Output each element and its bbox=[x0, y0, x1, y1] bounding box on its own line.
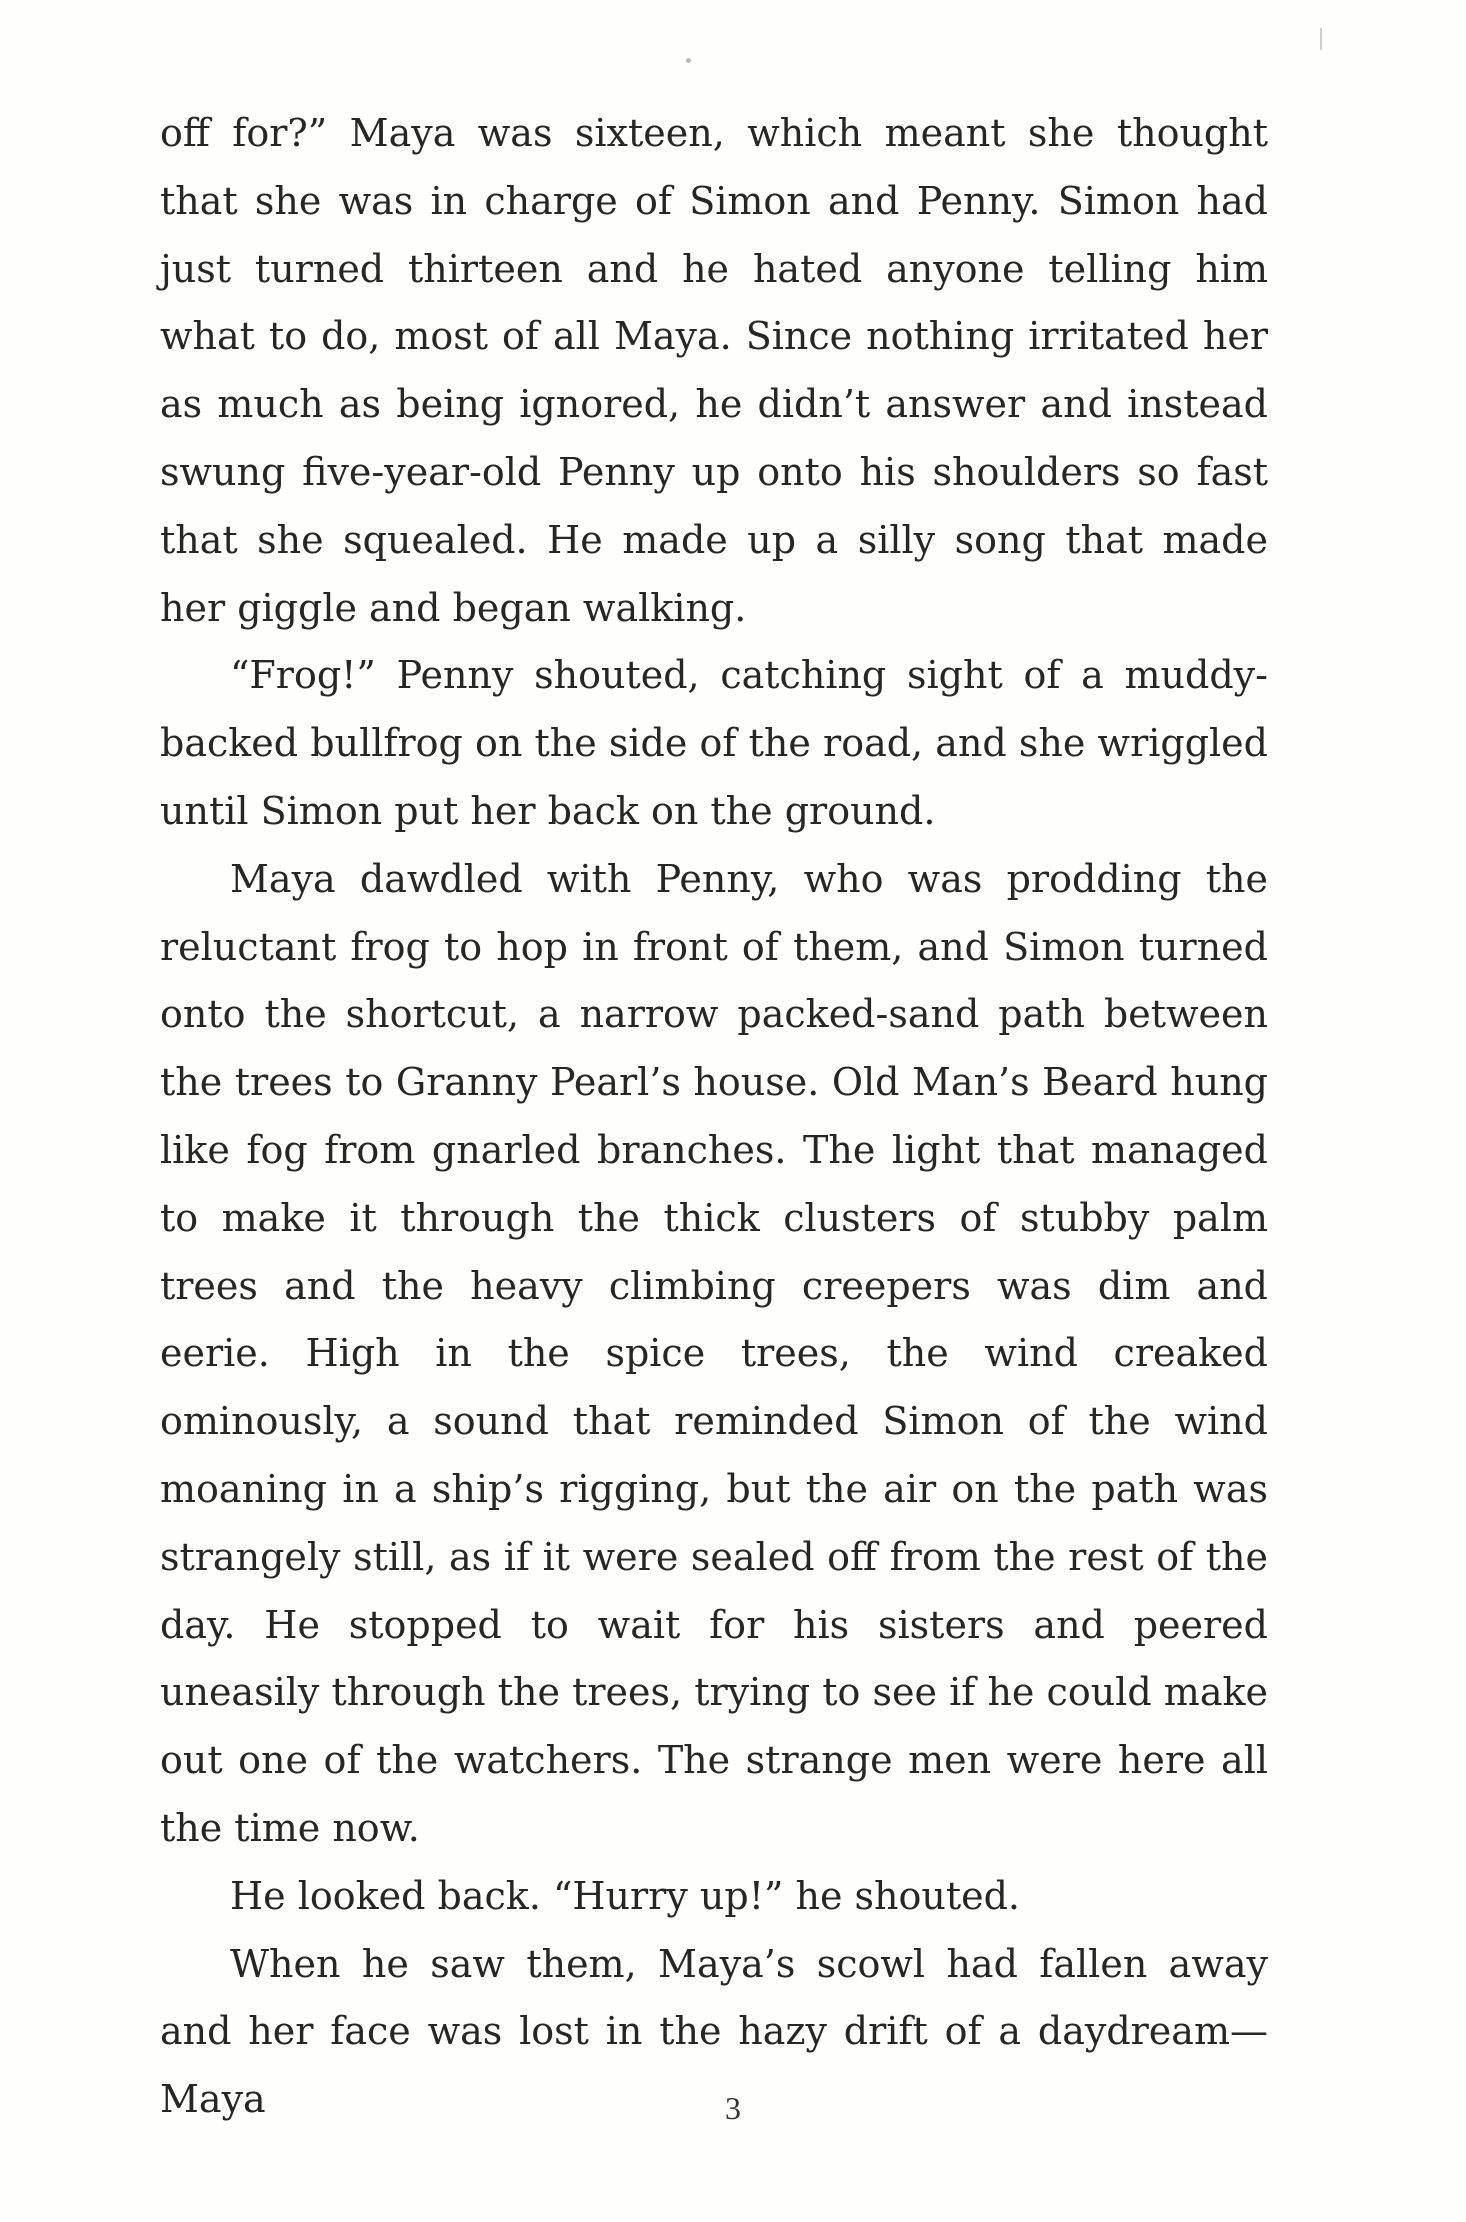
page-edge-mark-right bbox=[1320, 28, 1322, 50]
page-speck-top bbox=[686, 58, 691, 63]
paragraph-3: Maya dawdled with Penny, who was prodding the reluctant frog to hop in front of them, and Simon turned onto the shortcut, a narrow packed-sand path between the trees to Granny Pearl’s house. Old Man’s Beard hung like fog from gnarled branches. The light that managed to make it through the thick clusters of stubby palm trees and the heavy climbing creepers was dim and eerie. High in the spice trees, the wind creaked ominously, a sound that reminded Simon of the wind moaning in a ship’s rigging, but the air on the path was strangely still, as if it were sealed off from the rest of the day. He stopped to wait for his sisters and peered uneasily through the trees, trying to see if he could make out one of the watchers. The strange men were here all the time now. bbox=[160, 856, 1268, 1850]
paragraph-2: “Frog!” Penny shouted, catching sight of a muddy-backed bullfrog on the side of the road, and she wriggled until Simon put her back on the ground. bbox=[160, 653, 1268, 833]
paragraph-5: When he saw them, Maya’s scowl had fallen away and her face was lost in the hazy drift of a daydream—Maya bbox=[160, 1941, 1268, 2122]
paragraph-1: off for?” Maya was sixteen, which meant she thought that she was in charge of Simon and Penny. Simon had just turned thirteen and he hated anyone telling him what to do, most of all Maya. Since nothing irritated her as much as being ignored, he didn’t answer and instead swung five-year-old Penny up onto his shoulders so fast that she squealed. He made up a silly song that made her giggle and began walking. bbox=[160, 111, 1268, 630]
paragraph-4: He looked back. “Hurry up!” he shouted. bbox=[230, 1873, 1021, 1918]
page-number: 3 bbox=[725, 2090, 741, 2126]
body-text bbox=[160, 100, 1268, 2134]
